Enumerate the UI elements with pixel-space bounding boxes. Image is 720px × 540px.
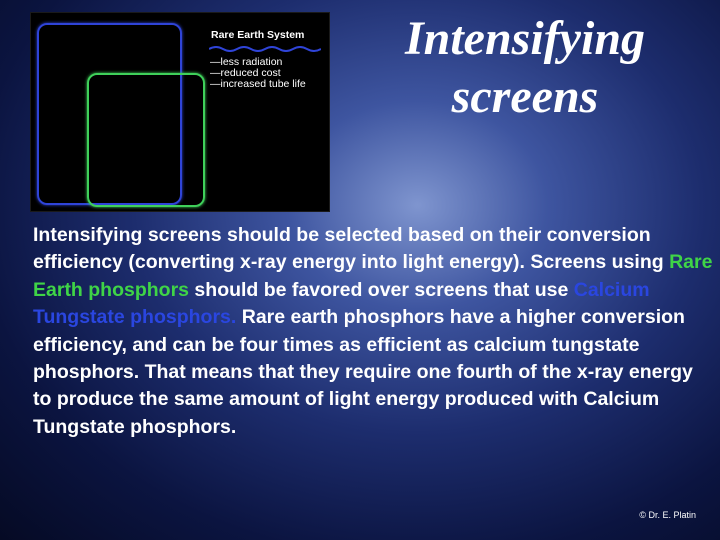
- benefit-item: —increased tube life: [210, 78, 306, 90]
- title-line-2: screens: [451, 70, 599, 123]
- copyright-credit: © Dr. E. Platin: [639, 510, 696, 520]
- wave-divider-icon: [209, 45, 321, 53]
- body-paragraph: [33, 222, 713, 441]
- rare-earth-figure: [30, 12, 330, 212]
- title-line-1: Intensifying: [404, 12, 646, 65]
- benefits-list: [210, 57, 320, 90]
- highlight-rare-earth: Rare Earth phosphors: [33, 251, 713, 301]
- body-text-1: Intensifying screens should be selected based on their conversion efficiency (converting x-ray energy into light energy). Screens using: [33, 224, 670, 274]
- figure-title: Rare Earth System: [211, 29, 305, 41]
- benefit-item: —reduced cost: [210, 67, 281, 79]
- body-text-2: should be favored over screens that use: [189, 278, 574, 301]
- rare-earth-screen-outline: [87, 73, 205, 207]
- benefit-item: —less radiation: [210, 56, 283, 68]
- body-text-3: Rare earth phosphors have a higher conversion efficiency, and can be four times as efficient as calcium tungstate phosphors. That means that they require one fourth of the x-ray energy to produce the same amount of light energy produced with Calcium Tungstate phosphors.: [33, 306, 693, 438]
- slide-title: [360, 10, 690, 126]
- highlight-calcium-tungstate: Calcium Tungstate phosphors.: [33, 278, 650, 329]
